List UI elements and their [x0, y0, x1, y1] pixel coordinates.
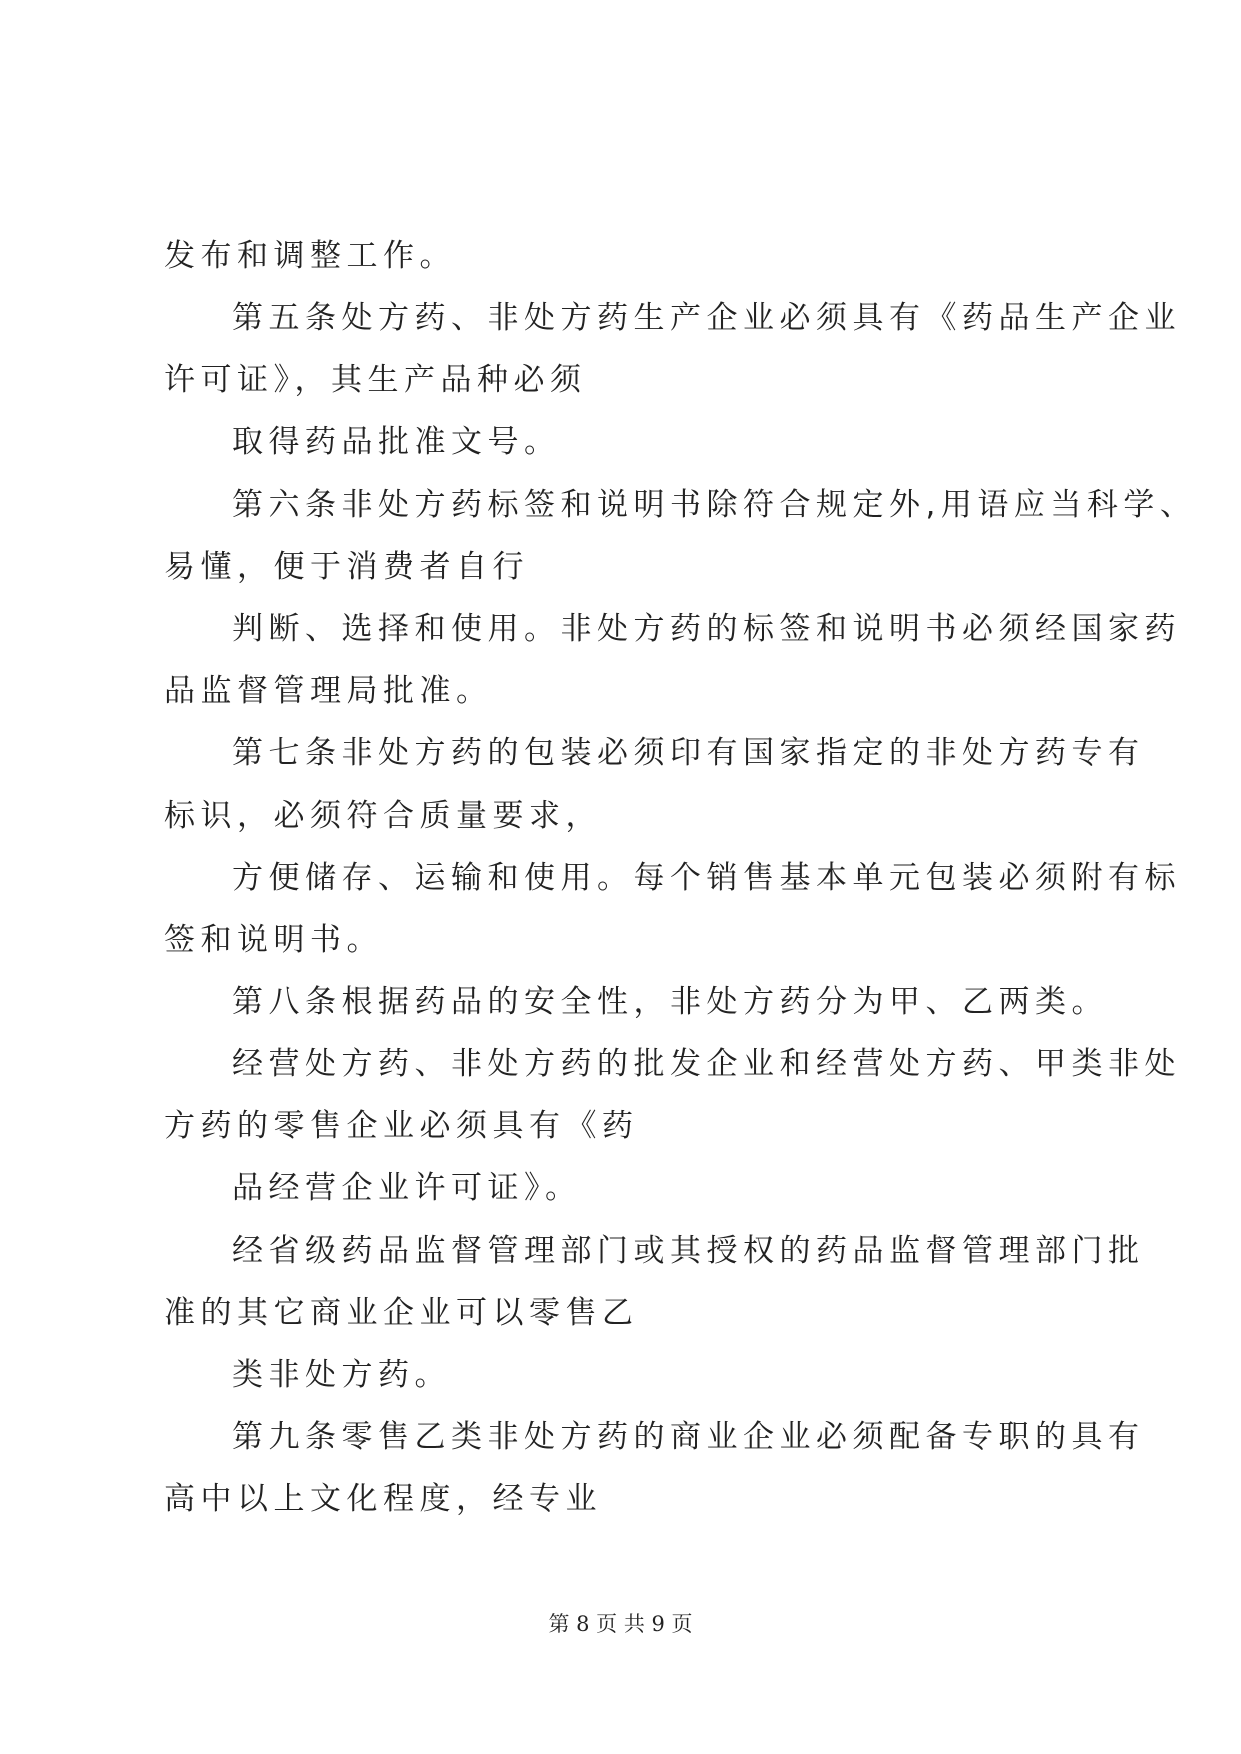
text-line: 准的其它商业企业可以零售乙 — [164, 1295, 639, 1331]
text-line: 第八条根据药品的安全性，非处方药分为甲、乙两类。 — [232, 984, 1108, 1020]
text-line: 高中以上文化程度，经专业 — [164, 1481, 602, 1517]
page-footer: 第 8 页 共 9 页 — [548, 1612, 693, 1636]
text-line: 第七条非处方药的包装必须印有国家指定的非处方药专有 — [232, 735, 1145, 771]
text-line: 签和说明书。 — [164, 922, 383, 958]
text-line: 发布和调整工作。 — [164, 238, 456, 274]
text-line: 类非处方药。 — [232, 1357, 451, 1393]
text-line: 品经营企业许可证》。 — [232, 1170, 582, 1206]
text-line: 第九条零售乙类非处方药的商业企业必须配备专职的具有 — [232, 1419, 1145, 1455]
text-line: 标识，必须符合质量要求， — [164, 798, 602, 834]
text-line: 判断、选择和使用。非处方药的标签和说明书必须经国家药 — [232, 611, 1181, 647]
text-line: 方药的零售企业必须具有《药 — [164, 1108, 639, 1144]
text-line: 方便储存、运输和使用。每个销售基本单元包装必须附有标 — [232, 860, 1181, 896]
text-line: 取得药品批准文号。 — [232, 424, 561, 460]
text-line: 许可证》，其生产品种必须 — [164, 362, 587, 398]
text-line: 经省级药品监督管理部门或其授权的药品监督管理部门批 — [232, 1233, 1145, 1269]
text-line: 第五条处方药、非处方药生产企业必须具有《药品生产企业 — [232, 300, 1181, 336]
text-line: 经营处方药、非处方药的批发企业和经营处方药、甲类非处 — [232, 1046, 1181, 1082]
text-line: 第六条非处方药标签和说明书除符合规定外,用语应当科学、 — [232, 487, 1197, 523]
text-line: 易懂，便于消费者自行 — [164, 549, 529, 585]
text-line: 品监督管理局批准。 — [164, 673, 493, 709]
